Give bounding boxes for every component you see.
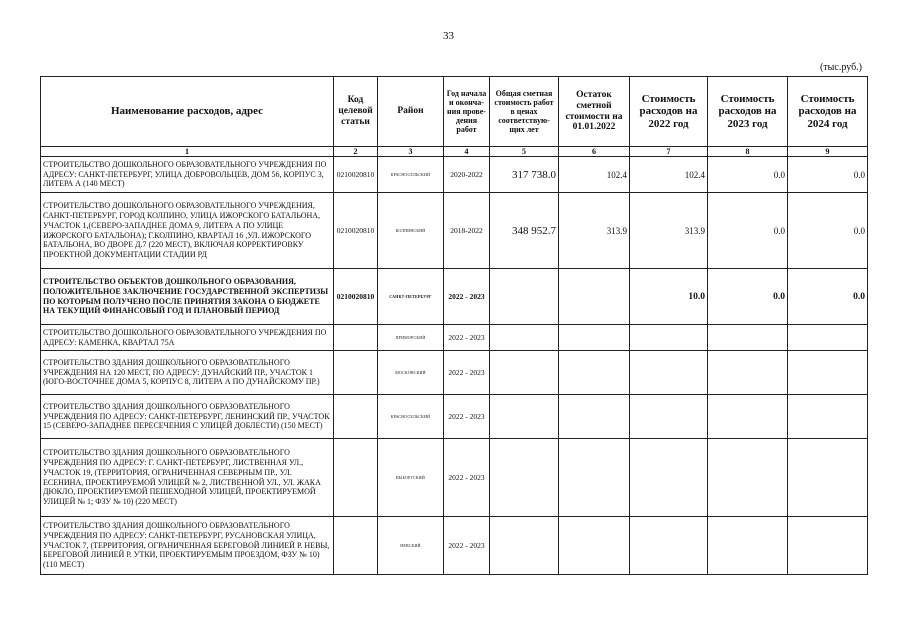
column-number-row bbox=[41, 147, 868, 157]
total-estimate: 348 952.7 bbox=[490, 193, 559, 269]
column-number: 1 bbox=[41, 147, 334, 157]
target-code bbox=[334, 325, 378, 351]
target-code: 0210020810 bbox=[334, 157, 378, 193]
column-number: 3 bbox=[378, 147, 444, 157]
column-number: 8 bbox=[708, 147, 788, 157]
estimate-remainder bbox=[559, 269, 630, 325]
header-cost-2024: Стоимость расходов на 2024 год bbox=[788, 77, 868, 147]
cost-2023: 0.0 bbox=[708, 157, 788, 193]
total-estimate bbox=[490, 325, 559, 351]
district: МОСКОВСКИЙ bbox=[378, 351, 444, 395]
header-years: Год начала и оконча-ния прове-дения работ bbox=[444, 77, 490, 147]
total-estimate bbox=[490, 269, 559, 325]
work-years: 2022 - 2023 bbox=[444, 439, 490, 517]
cost-2022 bbox=[630, 517, 708, 575]
work-years: 2022 - 2023 bbox=[444, 325, 490, 351]
table-row bbox=[41, 193, 868, 269]
estimate-remainder: 102.4 bbox=[559, 157, 630, 193]
estimate-remainder bbox=[559, 517, 630, 575]
estimate-remainder bbox=[559, 351, 630, 395]
estimate-remainder: 313.9 bbox=[559, 193, 630, 269]
table-row bbox=[41, 395, 868, 439]
table-row bbox=[41, 439, 868, 517]
district: КРАСНОСЕЛЬСКИЙ bbox=[378, 395, 444, 439]
column-number: 2 bbox=[334, 147, 378, 157]
district: КРАСНОСЕЛЬСКИЙ bbox=[378, 157, 444, 193]
table-row bbox=[41, 325, 868, 351]
table-row bbox=[41, 517, 868, 575]
work-years: 2022 - 2023 bbox=[444, 395, 490, 439]
column-number: 6 bbox=[559, 147, 630, 157]
target-code bbox=[334, 439, 378, 517]
units-label: (тыс.руб.) bbox=[819, 62, 862, 73]
budget-table bbox=[40, 76, 868, 575]
expense-name: СТРОИТЕЛЬСТВО ЗДАНИЯ ДОШКОЛЬНОГО ОБРАЗОВАТЕЛЬНОГО УЧРЕЖДЕНИЯ ПО АДРЕСУ: САНКТ-ПЕТЕРБУРГ, ЛЕНИНСКИЙ ПР., УЧАСТОК 15 (СЕВЕРО-ЗАПАДНЕЕ ПЕРЕСЕЧЕНИЯ С УЛИЦЕЙ ДОБЛЕСТИ) (150 МЕСТ) bbox=[41, 395, 334, 439]
cost-2024 bbox=[788, 517, 868, 575]
cost-2024 bbox=[788, 325, 868, 351]
cost-2024: 0.0 bbox=[788, 193, 868, 269]
expense-name: СТРОИТЕЛЬСТВО ДОШКОЛЬНОГО ОБРАЗОВАТЕЛЬНОГО УЧРЕЖДЕНИЯ ПО АДРЕСУ: САНКТ-ПЕТЕРБУРГ, УЛИЦА ДОБРОВОЛЬЦЕВ, ДОМ 56, КОРПУС 3, ЛИТЕРА А (140 МЕСТ) bbox=[41, 157, 334, 193]
column-number: 4 bbox=[444, 147, 490, 157]
district: САНКТ-ПЕТЕРБУРГ bbox=[378, 269, 444, 325]
work-years: 2022 - 2023 bbox=[444, 351, 490, 395]
expense-name: СТРОИТЕЛЬСТВО ДОШКОЛЬНОГО ОБРАЗОВАТЕЛЬНОГО УЧРЕЖДЕНИЯ ПО АДРЕСУ: КАМЕНКА, КВАРТАЛ 75А bbox=[41, 325, 334, 351]
column-number: 5 bbox=[490, 147, 559, 157]
total-estimate bbox=[490, 351, 559, 395]
expense-name: СТРОИТЕЛЬСТВО ЗДАНИЯ ДОШКОЛЬНОГО ОБРАЗОВАТЕЛЬНОГО УЧРЕЖДЕНИЯ ПО АДРЕСУ: Г. САНКТ-ПЕТЕРБУРГ, ЛИСТВЕННАЯ УЛ., УЧАСТОК 19, (ТЕРРИТОРИЯ, ОГРАНИЧЕННАЯ СЕВЕРНЫМ ПР., УЛ. ЕСЕНИНА, ПРОЕКТИРУЕМОЙ УЛИЦЕЙ № 2, ЛИСТВЕННОЙ УЛ., УЛ. ЖАКА ДЮКЛО, ПРОЕКТИРУЕМОЙ ПЕШЕХОДНОЙ УЛИЦЕЙ, ПРОЕКТИРУЕМОЙ УЛИЦЕЙ № 1; ФЗУ № 10) (220 МЕСТ) bbox=[41, 439, 334, 517]
header-remainder: Остаток сметной стоимости на 01.01.2022 bbox=[559, 77, 630, 147]
cost-2022 bbox=[630, 439, 708, 517]
cost-2022 bbox=[630, 395, 708, 439]
work-years: 2022 - 2023 bbox=[444, 269, 490, 325]
target-code: 0210020810 bbox=[334, 193, 378, 269]
total-estimate bbox=[490, 439, 559, 517]
header-name: Наименование расходов, адрес bbox=[41, 77, 334, 147]
cost-2023 bbox=[708, 325, 788, 351]
cost-2023 bbox=[708, 395, 788, 439]
target-code bbox=[334, 395, 378, 439]
work-years: 2018-2022 bbox=[444, 193, 490, 269]
cost-2022: 313.9 bbox=[630, 193, 708, 269]
estimate-remainder bbox=[559, 325, 630, 351]
header-estimate: Общая сметная стоимость работ в ценах соответствую-щих лет bbox=[490, 77, 559, 147]
column-number: 9 bbox=[788, 147, 868, 157]
target-code: 0210020810 bbox=[334, 269, 378, 325]
header-code: Код целевой статьи bbox=[334, 77, 378, 147]
district: НЕВСКИЙ bbox=[378, 517, 444, 575]
expense-name: СТРОИТЕЛЬСТВО ЗДАНИЯ ДОШКОЛЬНОГО ОБРАЗОВАТЕЛЬНОГО УЧРЕЖДЕНИЯ ПО АДРЕСУ: САНКТ-ПЕТЕРБУРГ, РУСАНОВСКАЯ УЛИЦА, УЧАСТОК 7, (ТЕРРИТОРИЯ, ОГРАНИЧЕННАЯ БЕРЕГОВОЙ ЛИНИЕЙ Р. НЕВЫ, БЕРЕГОВОЙ ЛИНИЕЙ Р. УТКИ, ПРОЕКТИРУЕМЫМ ПРОЕЗДОМ, ФЗУ № 10) (110 МЕСТ) bbox=[41, 517, 334, 575]
column-number: 7 bbox=[630, 147, 708, 157]
header-cost-2023: Стоимость расходов на 2023 год bbox=[708, 77, 788, 147]
total-estimate bbox=[490, 395, 559, 439]
target-code bbox=[334, 351, 378, 395]
header-region: Район bbox=[378, 77, 444, 147]
cost-2023 bbox=[708, 351, 788, 395]
header-row bbox=[41, 77, 868, 147]
header-cost-2022: Стоимость расходов на 2022 год bbox=[630, 77, 708, 147]
target-code bbox=[334, 517, 378, 575]
estimate-remainder bbox=[559, 395, 630, 439]
cost-2024 bbox=[788, 395, 868, 439]
expense-name: СТРОИТЕЛЬСТВО ЗДАНИЯ ДОШКОЛЬНОГО ОБРАЗОВАТЕЛЬНОГО УЧРЕЖДЕНИЯ НА 120 МЕСТ, ПО АДРЕСУ: ДУНАЙСКИЙ ПР., УЧАСТОК 1 (ЮГО-ВОСТОЧНЕЕ ДОМА 5, КОРПУС 8, ЛИТЕРА А ПО ДУНАЙСКОМУ ПР.) bbox=[41, 351, 334, 395]
district: КОЛПИНСКИЙ bbox=[378, 193, 444, 269]
total-estimate: 317 738.0 bbox=[490, 157, 559, 193]
cost-2022: 102.4 bbox=[630, 157, 708, 193]
table-row bbox=[41, 157, 868, 193]
page-number: 33 bbox=[443, 30, 454, 42]
district: ВЫБОРГСКИЙ bbox=[378, 439, 444, 517]
cost-2023 bbox=[708, 517, 788, 575]
cost-2024: 0.0 bbox=[788, 157, 868, 193]
district: ПРИМОРСКИЙ bbox=[378, 325, 444, 351]
cost-2022 bbox=[630, 325, 708, 351]
cost-2024 bbox=[788, 439, 868, 517]
table-row bbox=[41, 269, 868, 325]
estimate-remainder bbox=[559, 439, 630, 517]
expense-name: СТРОИТЕЛЬСТВО ДОШКОЛЬНОГО ОБРАЗОВАТЕЛЬНОГО УЧРЕЖДЕНИЯ, САНКТ-ПЕТЕРБУРГ, ГОРОД КОЛПИНО, УЛИЦА ИЖОРСКОГО БАТАЛЬОНА, УЧАСТОК 1,(СЕВЕРО-ЗАПАДНЕЕ ДОМА 9, ЛИТЕРА А ПО УЛИЦЕ ИЖОРСКОГО БАТАЛЬОНА); Г.КОЛПИНО, КВАРТАЛ 16 ,УЛ. ИЖОРСКОГО БАТАЛЬОНА, ВО ДВОРЕ Д.7 (220 МЕСТ), ВКЛЮЧАЯ КОРРЕКТИРОВКУ ПРОЕКТНОЙ ДОКУМЕНТАЦИИ СТАДИИ РД bbox=[41, 193, 334, 269]
cost-2022: 10.0 bbox=[630, 269, 708, 325]
cost-2024 bbox=[788, 351, 868, 395]
cost-2022 bbox=[630, 351, 708, 395]
expense-name: СТРОИТЕЛЬСТВО ОБЪЕКТОВ ДОШКОЛЬНОГО ОБРАЗОВАНИЯ, ПОЛОЖИТЕЛЬНОЕ ЗАКЛЮЧЕНИЕ ГОСУДАРСТВЕННОЙ ЭКСПЕРТИЗЫ ПО КОТОРЫМ ПОЛУЧЕНО ПОСЛЕ ПРИНЯТИЯ ЗАКОНА О БЮДЖЕТЕ НА ТЕКУЩИЙ ФИНАНСОВЫЙ ГОД И ПЛАНОВЫЙ ПЕРИОД bbox=[41, 269, 334, 325]
table-row bbox=[41, 351, 868, 395]
total-estimate bbox=[490, 517, 559, 575]
cost-2023: 0.0 bbox=[708, 269, 788, 325]
cost-2023: 0.0 bbox=[708, 193, 788, 269]
work-years: 2022 - 2023 bbox=[444, 517, 490, 575]
cost-2024: 0.0 bbox=[788, 269, 868, 325]
cost-2023 bbox=[708, 439, 788, 517]
work-years: 2020-2022 bbox=[444, 157, 490, 193]
